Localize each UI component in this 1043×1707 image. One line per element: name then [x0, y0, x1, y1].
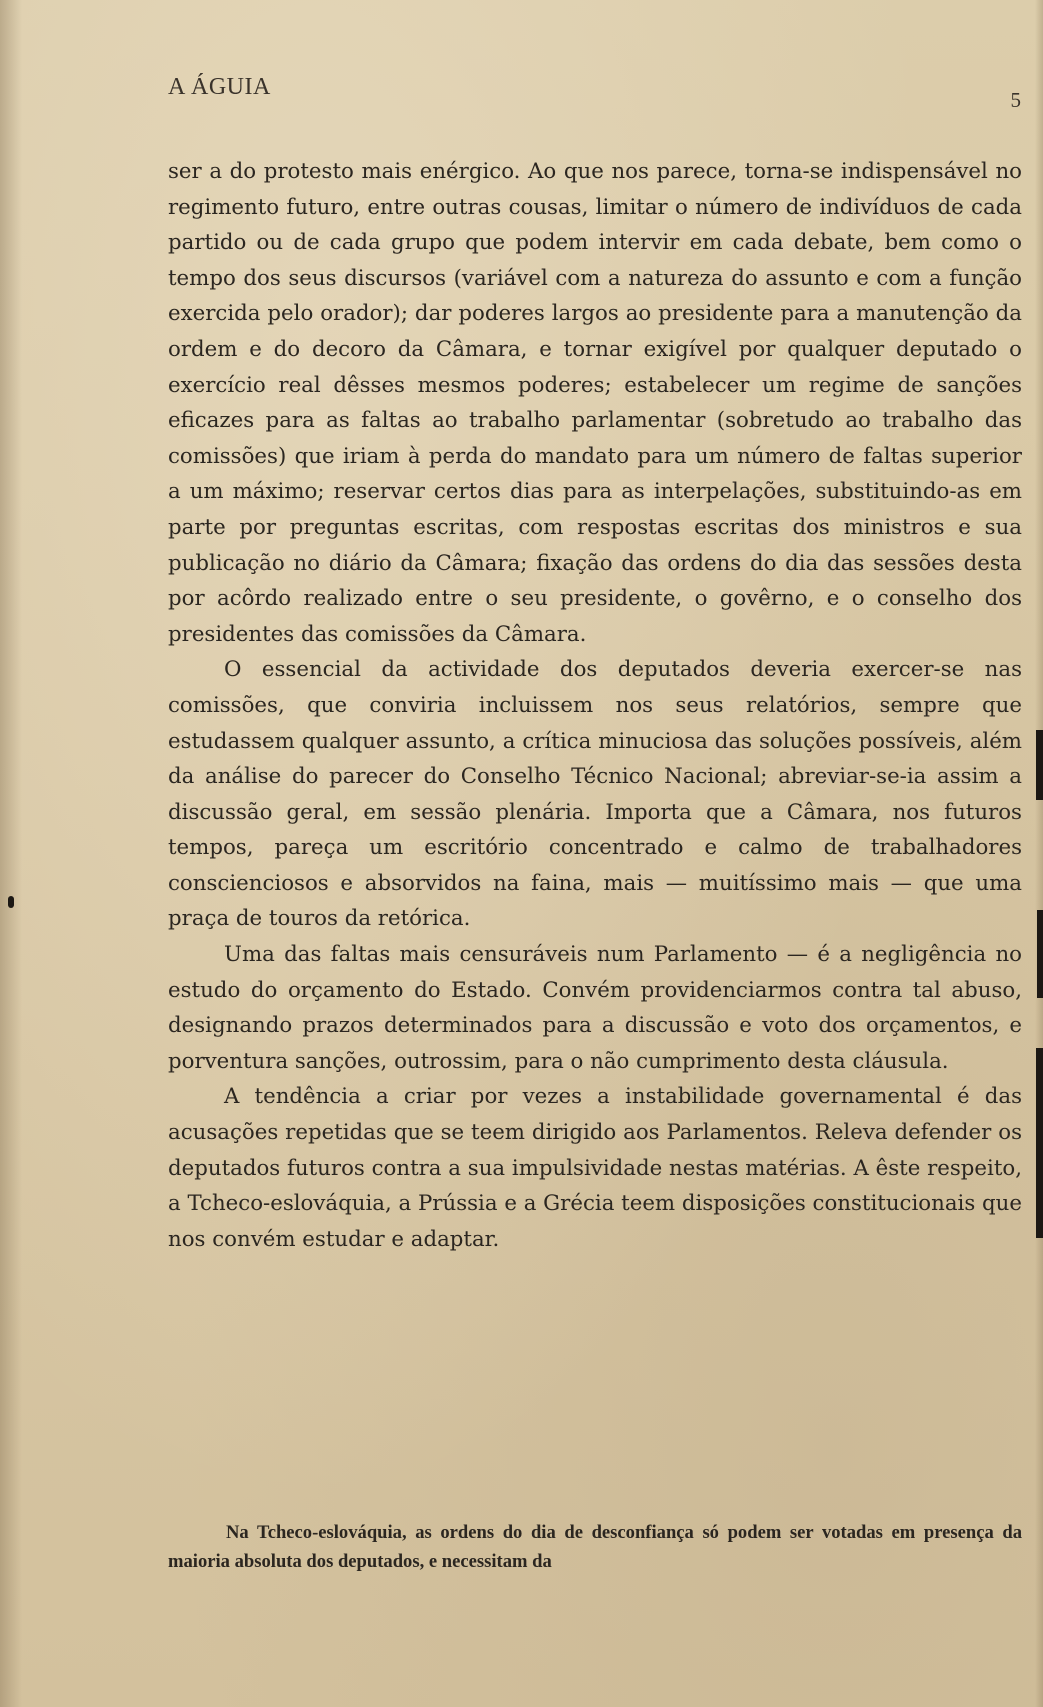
paragraph: A tendência a criar por vezes a instabilidade governamental é das acusações repetidas que se teem dirigido aos Parlamentos. Releva defender os deputados futuros contra a sua impulsividade nestas matérias. A êste respeito, a Tcheco-eslováquia, a Prússia e a Grécia teem disposições constitucionais que nos convém estudar e adaptar.	[168, 1084, 1022, 1252]
paragraph: ser a do protesto mais enérgico. Ao que nos parece, torna-se indispensável no regimento futuro, entre outras cousas, limitar o número de indivíduos de cada partido ou de cada grupo que podem intervir em cada debate, bem como o tempo dos seus discursos (variável com a natureza do assunto e com a função exercida pelo orador); dar poderes largos ao presidente para a manutenção da ordem e do decoro da Câmara, e tornar exigível por qualquer deputado o exercício real dêsses mesmos poderes; estabelecer um regime de sanções eficazes para as faltas ao trabalho parlamentar (sobretudo ao trabalho das comissões) que iriam à perda do mandato para um número de faltas superior a um máximo; reservar certos dias para as interpelações, substituindo-as em parte por preguntas escritas, com respostas escritas dos ministros e sua publicação no diário da Câmara; fixação das ordens do dia das sessões desta por acôrdo realizado entre o seu presidente, o govêrno, e o conselho dos presidentes das comissões da Câmara.	[168, 159, 1022, 647]
page-number: 5	[1010, 88, 1021, 112]
page-edge-shadow	[1035, 0, 1043, 1707]
paragraph: Uma das faltas mais censuráveis num Parlamento — é a negligência no estudo do orçamento do Estado. Convém providenciarmos contra tal abuso, designando prazos determinados para a discussão e voto dos orçamentos, e porventura sanções, outrossim, para o não cumprimento desta cláusula.	[168, 942, 1022, 1074]
main-text	[168, 154, 1022, 1257]
ink-edge-mark	[1037, 910, 1043, 998]
page-header	[168, 74, 1021, 114]
footnote-text: Na Tcheco-eslováquia, as ordens do dia de desconfiança só podem ser votadas em presença da maioria absoluta dos deputados, e necessitam da	[168, 1522, 1022, 1572]
spine-shadow	[0, 0, 22, 1707]
running-head: A ÁGUIA	[168, 74, 271, 100]
ink-edge-mark	[1036, 1048, 1043, 1238]
footnote	[168, 1518, 1022, 1576]
ink-speck	[8, 896, 14, 908]
paragraph: O essencial da actividade dos deputados deveria exercer-se nas comissões, que conviria incluissem nos seus relatórios, sempre que estudassem qualquer assunto, a crítica minuciosa das soluções possíveis, além da análise do parecer do Conselho Técnico Nacional; abreviar-se-ia assim a discussão geral, em sessão plenária. Importa que a Câmara, nos futuros tempos, pareça um escritório concentrado e calmo de trabalhadores conscienciosos e absorvidos na faina, mais — muitíssimo mais — que uma praça de touros da retórica.	[168, 657, 1022, 932]
ink-edge-mark	[1036, 730, 1043, 800]
